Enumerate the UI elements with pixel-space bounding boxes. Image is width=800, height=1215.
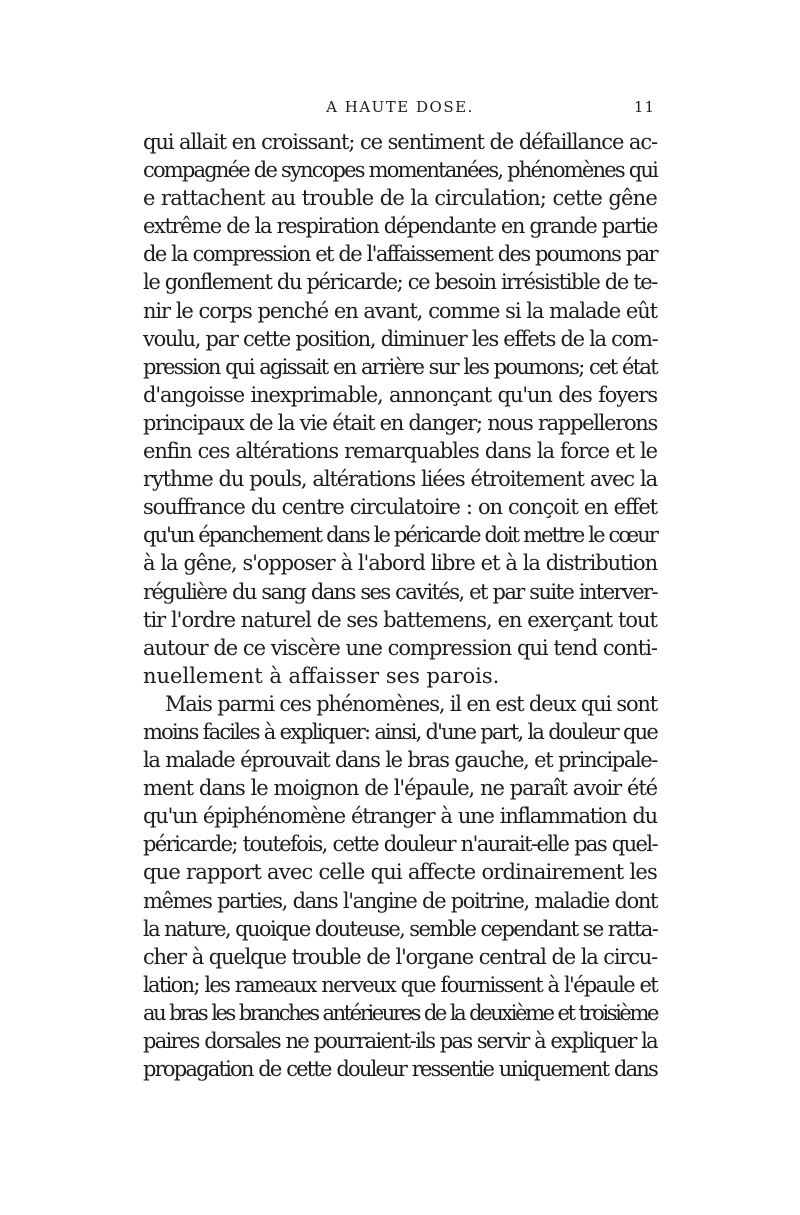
text-line: souffrance du centre circulatoire : on conçoit en effet	[143, 495, 657, 520]
text-line: ment dans le moignon de l'épaule, ne paraît avoir été	[143, 776, 657, 801]
text-line: principaux de la vie était en danger; nous rappellerons	[143, 410, 657, 435]
text-line: que rapport avec celle qui affecte ordinairement les	[143, 860, 657, 885]
text-line: à la gêne, s'opposer à l'abord libre et à la distribution	[143, 551, 657, 576]
text-line: tir l'ordre naturel de ses battemens, en exerçant tout	[143, 607, 657, 632]
text-line: cher à quelque trouble de l'organe central de la circu-	[143, 944, 657, 969]
text-line: propagation de cette douleur ressentie uniquement dans	[143, 1057, 657, 1082]
text-line: paires dorsales ne pourraient-ils pas servir à expliquer la	[143, 1029, 657, 1053]
body-text	[143, 128, 657, 1083]
text-line: extrême de la respiration dépendante en grande partie	[143, 214, 657, 239]
text-line: lation; les rameaux nerveux que fournissent à l'épaule et	[143, 972, 657, 997]
running-title: A HAUTE DOSE.	[326, 98, 474, 116]
text-line: qu'un épanchement dans le péricarde doit mettre le cœur	[143, 523, 657, 548]
text-line: pression qui agissait en arrière sur les poumons; cet état	[143, 354, 657, 379]
text-line: au bras les branches antérieures de la deuxième et troisième	[143, 1000, 657, 1025]
text-line: d'angoisse inexprimable, annonçant qu'un des foyers	[143, 382, 657, 407]
paragraph-first-line: Mais parmi ces phénomènes, il en est deux qui sont	[165, 691, 657, 716]
text-line: rythme du pouls, altérations liées étroitement avec la	[143, 467, 657, 492]
text-line: régulière du sang dans ses cavités, et par suite interver-	[143, 579, 657, 604]
page-number: 11	[633, 98, 655, 116]
text-line: mêmes parties, dans l'angine de poitrine, maladie dont	[143, 888, 657, 913]
text-line: voulu, par cette position, diminuer les effets de la com-	[143, 326, 658, 351]
running-header	[145, 98, 655, 122]
text-line: péricarde; toutefois, cette douleur n'aurait-elle pas quel-	[143, 832, 657, 857]
text-line: autour de ce viscère une compression qui tend conti-	[143, 635, 658, 660]
text-line: la malade éprouvait dans le bras gauche, et principale-	[143, 748, 657, 773]
text-line: compagnée de syncopes momentanées, phénomènes qui	[143, 158, 657, 183]
text-line: enfin ces altérations remarquables dans la force et le	[143, 439, 657, 464]
text-line: le gonflement du péricarde; ce besoin irrésistible de te-	[143, 270, 657, 295]
text-line: qui allait en croissant; ce sentiment de défaillance ac-	[143, 130, 657, 154]
text-line: nir le corps penché en avant, comme si la malade eût	[143, 298, 657, 323]
text-line: qu'un épiphénomène étranger à une inflammation du	[143, 804, 657, 829]
text-line: moins faciles à expliquer: ainsi, d'une part, la douleur que	[143, 719, 657, 744]
paragraph-last-line: nuellement à affaisser ses parois.	[143, 663, 500, 688]
text-line: la nature, quoique douteuse, semble cependant se ratta-	[143, 916, 658, 941]
text-line: de la compression et de l'affaissement des poumons par	[143, 242, 657, 267]
text-line: e rattachent au trouble de la circulation; cette gêne	[143, 186, 657, 211]
